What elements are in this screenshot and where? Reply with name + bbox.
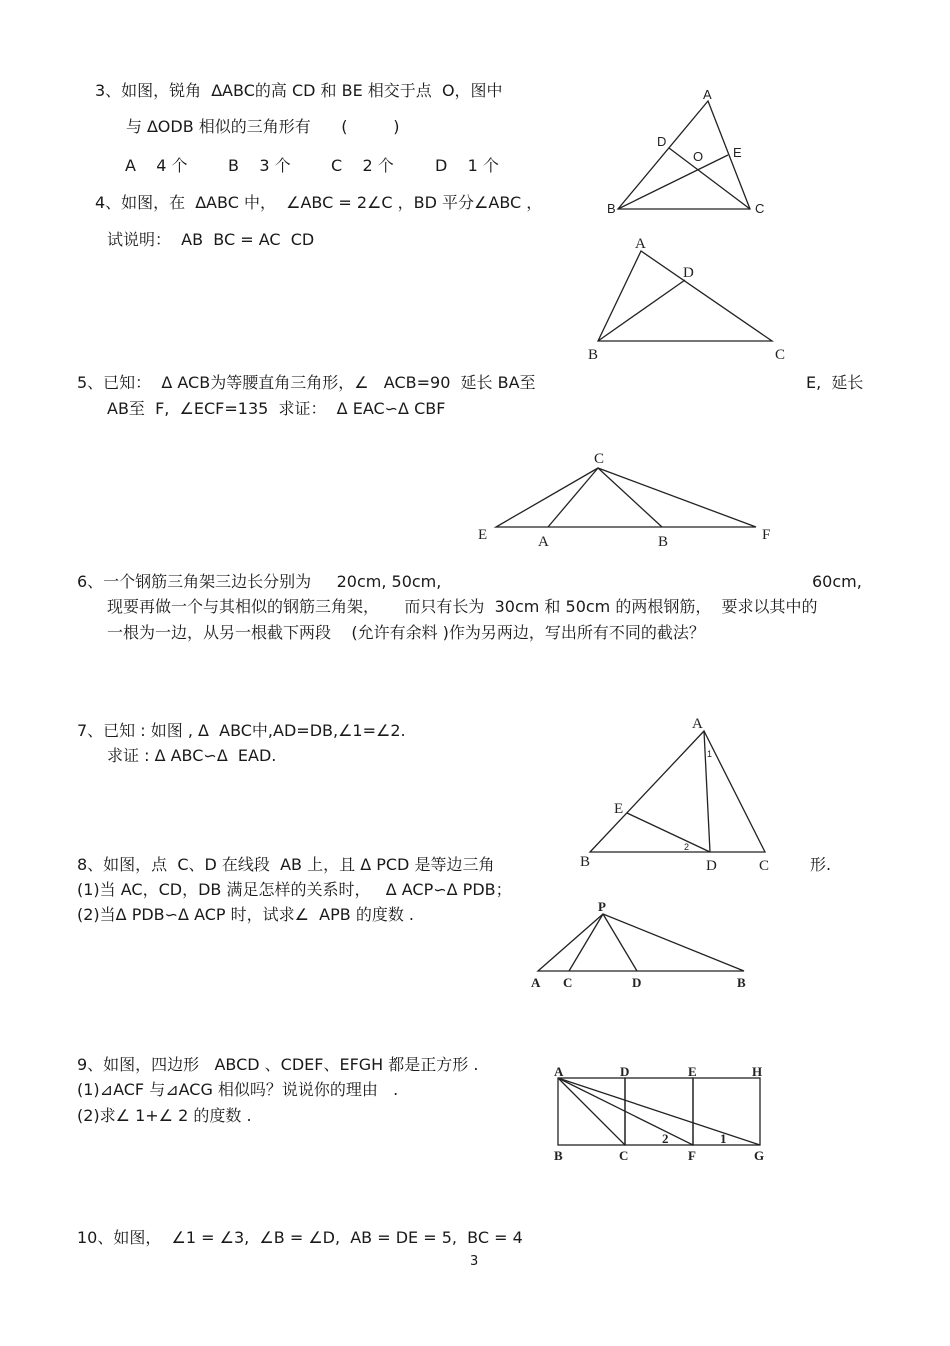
q5-label-a: A bbox=[538, 534, 549, 550]
q9-line3: (2)求∠ 1+∠ 2 的度数 . bbox=[77, 1106, 252, 1125]
q8-line3: (2)当Δ PDB∽Δ ACP 时，试求∠ APB 的度数 . bbox=[77, 905, 414, 924]
q7-line1: 7、已知 : 如图 , Δ ABC中,AD=DB,∠1=∠2. bbox=[77, 721, 406, 740]
q9-label-d: D bbox=[620, 1064, 630, 1079]
q8-label-d: D bbox=[632, 975, 642, 990]
q8-triangle-apb bbox=[538, 914, 744, 971]
q8-label-c: C bbox=[563, 975, 573, 990]
q3-option-c: C 2 个 bbox=[331, 156, 394, 175]
q7-line2: 求证 : Δ ABC∽Δ EAD. bbox=[107, 746, 277, 765]
q9-line1: 9、如图，四边形 ABCD 、CDEF、EFGH 都是正方形 . bbox=[77, 1055, 479, 1074]
q9-label-f: F bbox=[688, 1148, 696, 1163]
q5-line1-left: 5、已知： Δ ACB为等腰直角三角形，∠ ACB=90 延长 BA至 bbox=[77, 373, 536, 392]
q9-figure bbox=[545, 1060, 775, 1165]
q3-label-a: A bbox=[703, 87, 712, 102]
q8-label-b: B bbox=[737, 975, 746, 990]
q7-label-d: D bbox=[706, 858, 717, 874]
q9-label-c: C bbox=[619, 1148, 629, 1163]
q5-line2: AB至 F, ∠ECF=135 求证： Δ EAC∽Δ CBF bbox=[107, 399, 446, 418]
q8-label-a: A bbox=[531, 975, 541, 990]
q4-line1: 4、如图，在 ∆ABC 中， ∠ABC = 2∠C ，BD 平分∠ABC ， bbox=[95, 193, 543, 212]
q7-angle-1: 1 bbox=[707, 749, 713, 759]
q3-label-c: C bbox=[755, 201, 765, 216]
q8-segment-pd bbox=[603, 914, 637, 971]
q7-triangle-abc bbox=[590, 731, 765, 852]
q4-bisector-bd bbox=[598, 280, 685, 341]
q7-label-e: E bbox=[614, 801, 624, 817]
q9-label-b: B bbox=[554, 1148, 563, 1163]
q9-segment-ag bbox=[558, 1078, 760, 1145]
q4-label-c: C bbox=[775, 347, 786, 363]
q3-figure bbox=[600, 80, 780, 220]
q4-label-a: A bbox=[635, 236, 646, 252]
q9-label-h: H bbox=[752, 1064, 763, 1079]
q3-label-o: O bbox=[693, 149, 704, 164]
q9-square-efgh bbox=[693, 1078, 760, 1145]
q4-label-b: B bbox=[588, 347, 599, 363]
q6-line1-right: 60cm, bbox=[812, 572, 862, 591]
q3-altitude-be bbox=[618, 155, 728, 209]
q5-segment-cb bbox=[598, 468, 662, 527]
q3-option-a: A 4 个 bbox=[125, 156, 188, 175]
q5-triangle-ecf bbox=[496, 468, 756, 527]
q5-segment-ca bbox=[548, 468, 598, 527]
q10-line1: 10、如图， ∠1 = ∠3, ∠B = ∠D, AB = DE = 5, BC = 4 bbox=[77, 1228, 523, 1247]
q3-line1: 3、如图，锐角 ∆ABC的高 CD 和 BE 相交于点 O，图中 bbox=[95, 81, 503, 100]
q5-label-b: B bbox=[658, 534, 669, 550]
q8-line1-right: 形. bbox=[810, 855, 832, 874]
q7-figure bbox=[570, 705, 780, 875]
q3-label-e: E bbox=[733, 145, 742, 160]
q5-line1-right: E, 延长 bbox=[806, 373, 864, 392]
q9-angle-2: 2 bbox=[662, 1131, 669, 1146]
q4-figure bbox=[580, 230, 790, 365]
q9-label-e: E bbox=[688, 1064, 697, 1079]
q9-label-a: A bbox=[554, 1064, 564, 1079]
q7-segment-ed bbox=[627, 813, 710, 852]
q8-line2: (1)当 AC，CD，DB 满足怎样的关系时， Δ ACP∽Δ PDB； bbox=[77, 880, 512, 899]
q7-label-c: C bbox=[759, 858, 770, 874]
q3-option-d: D 1 个 bbox=[435, 156, 499, 175]
q9-angle-1: 1 bbox=[720, 1131, 727, 1146]
q8-label-p: P bbox=[598, 899, 606, 914]
q5-label-c: C bbox=[594, 451, 605, 467]
q9-segment-ac bbox=[558, 1078, 625, 1145]
q7-label-a: A bbox=[692, 716, 703, 732]
q3-label-d: D bbox=[657, 134, 667, 149]
q7-angle-2: 2 bbox=[684, 842, 690, 852]
q8-segment-pc bbox=[569, 914, 603, 971]
q3-label-b: B bbox=[607, 201, 616, 216]
q8-line1-left: 8、如图，点 C、D 在线段 AB 上，且 Δ PCD 是等边三角 bbox=[77, 855, 495, 874]
q6-line3: 一根为一边，从另一根截下两段 (允许有余料 )作为另两边，写出所有不同的截法？ bbox=[107, 623, 705, 642]
q4-label-d: D bbox=[683, 265, 694, 281]
q6-line1-left: 6、一个钢筋三角架三边长分别为 20cm, 50cm, bbox=[77, 572, 442, 591]
q5-figure bbox=[470, 445, 780, 550]
q9-line2: (1)⊿ACF 与⊿ACG 相似吗？说说你的理由 . bbox=[77, 1080, 399, 1099]
q6-line2: 现要再做一个与其相似的钢筋三角架， 而只有长为 30cm 和 50cm 的两根钢筋， 要求以其中的 bbox=[107, 597, 818, 616]
q4-line2: 试说明： AB BC = AC CD bbox=[107, 230, 315, 249]
q5-label-f: F bbox=[762, 527, 771, 543]
q8-figure bbox=[525, 895, 765, 995]
q7-label-b: B bbox=[580, 854, 591, 870]
q9-label-g: G bbox=[754, 1148, 765, 1163]
page-number: 3 bbox=[470, 1254, 479, 1269]
q3-line2: 与 ∆ODB 相似的三角形有 ( ) bbox=[126, 117, 400, 136]
q3-option-b: B 3 个 bbox=[228, 156, 291, 175]
q5-label-e: E bbox=[478, 527, 488, 543]
q3-triangle-abc bbox=[618, 101, 750, 209]
